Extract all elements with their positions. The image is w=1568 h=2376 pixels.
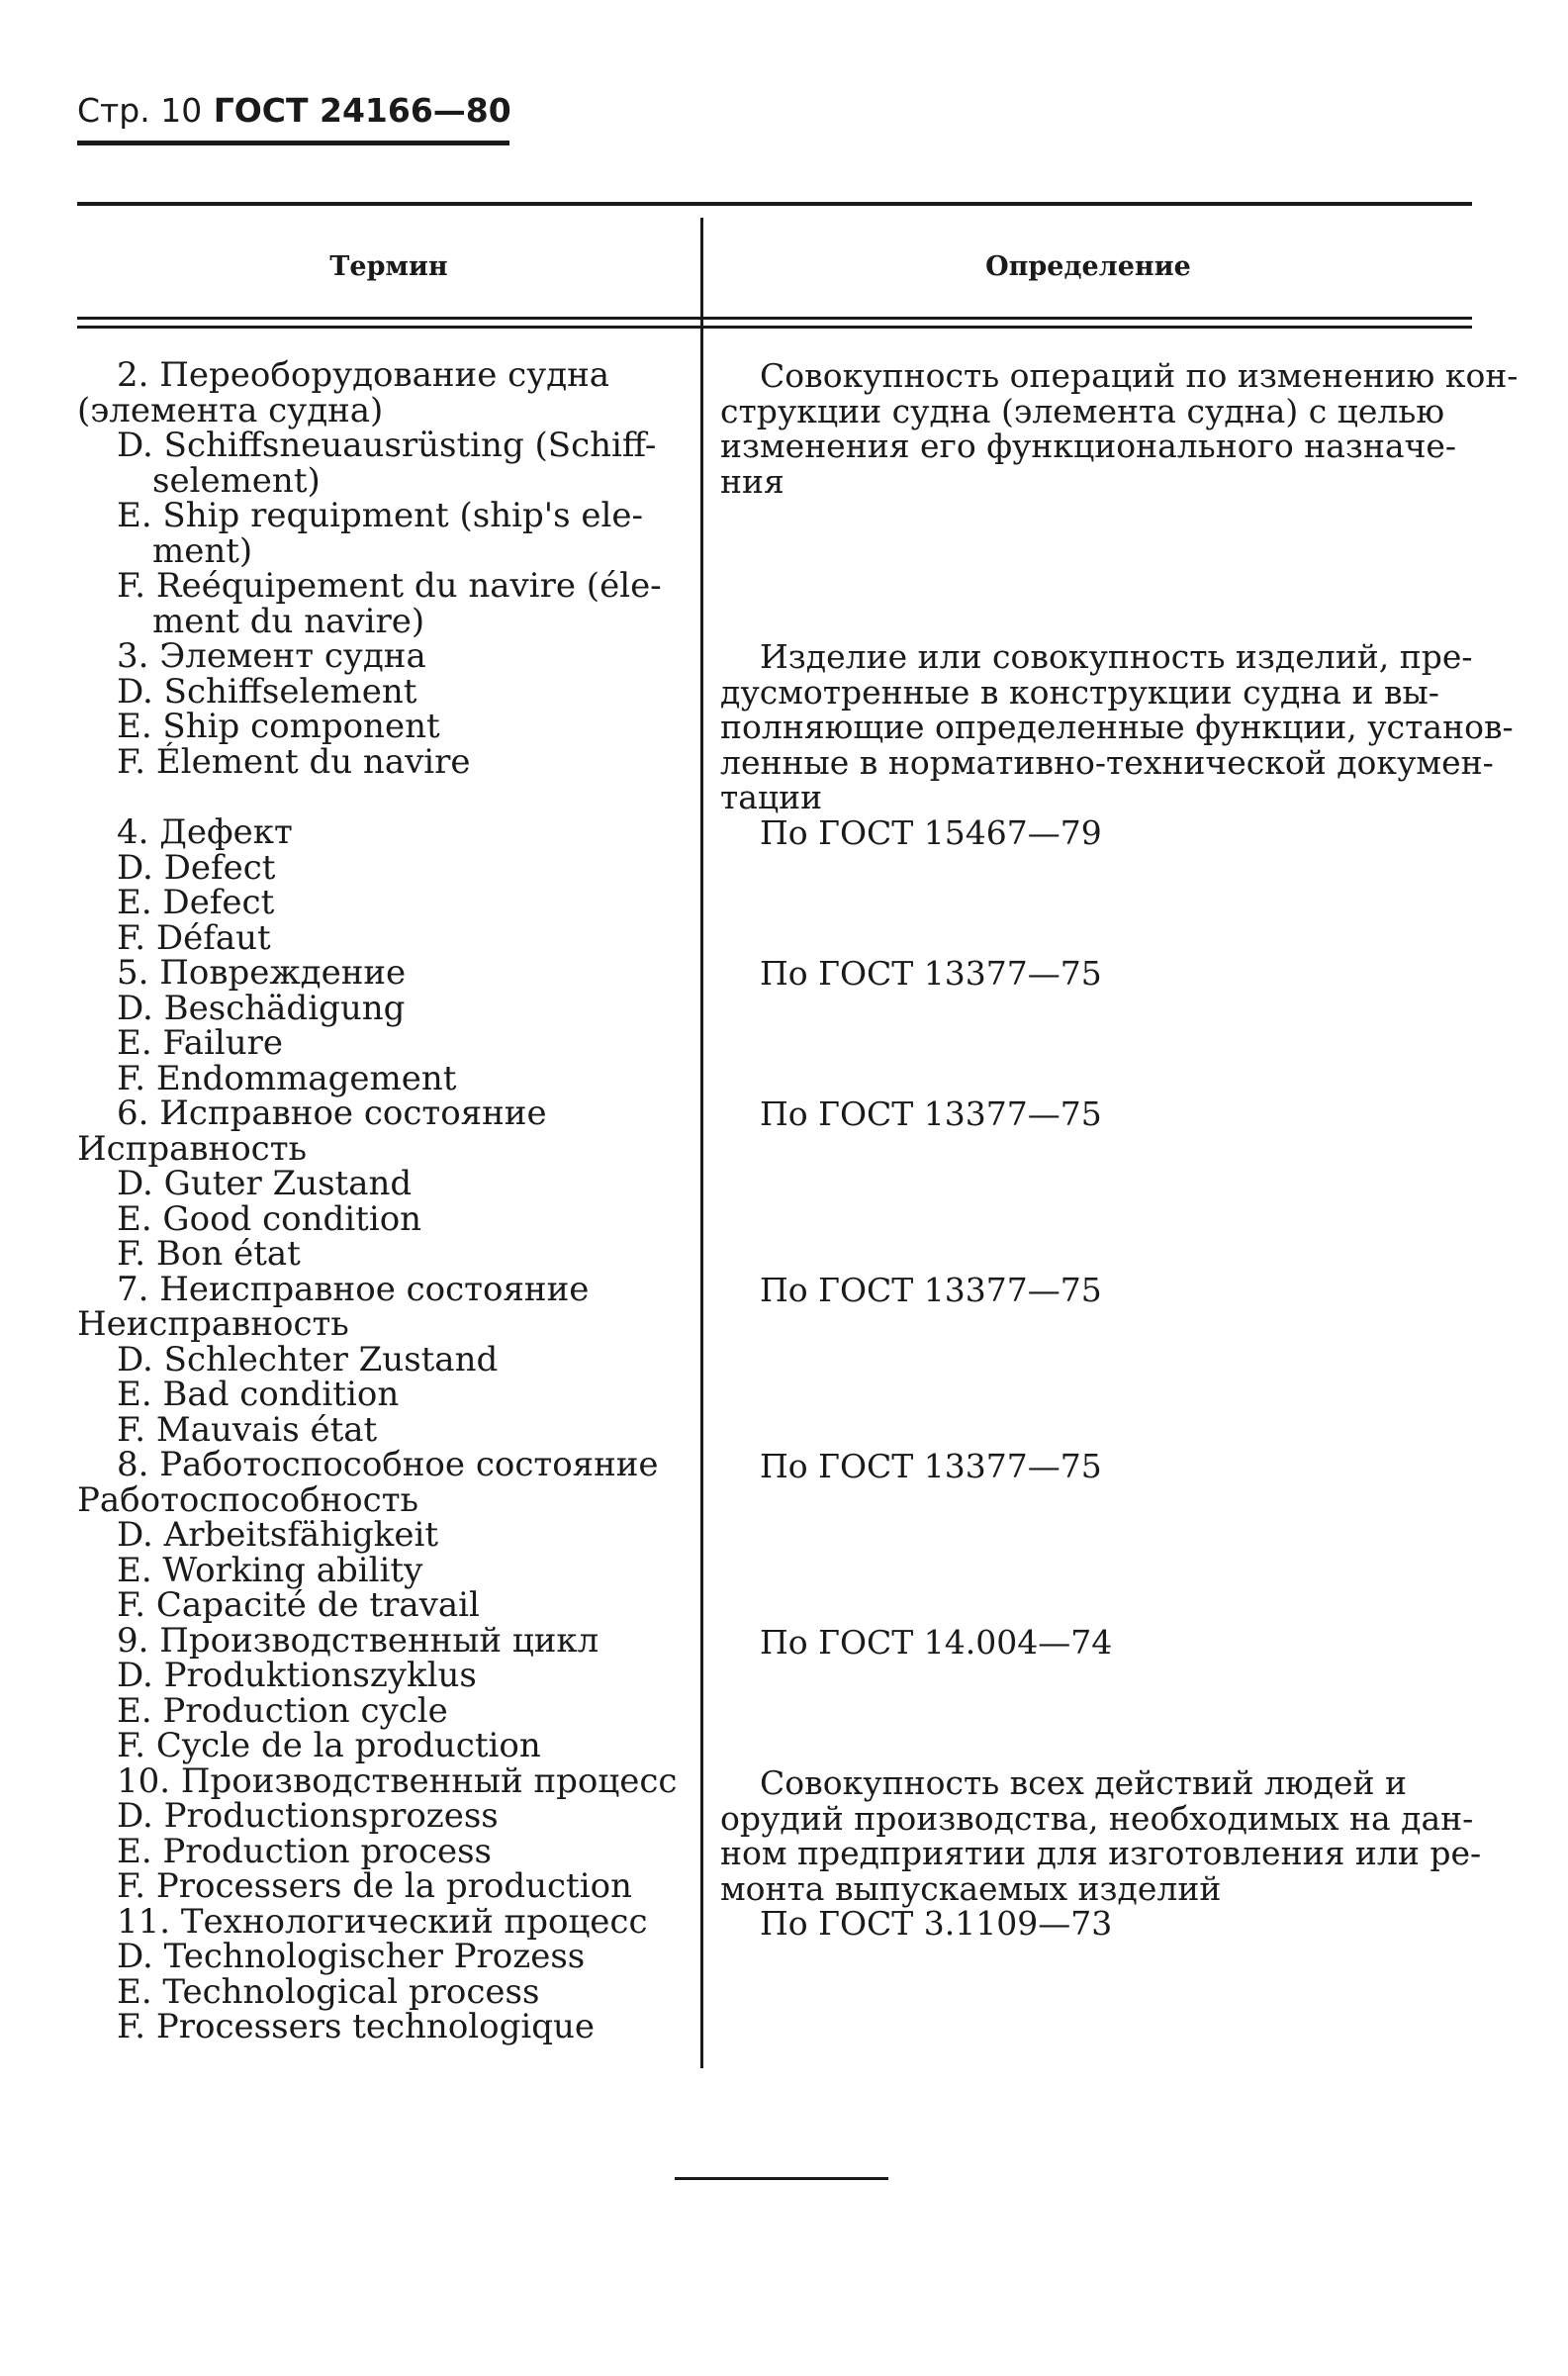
term-line: F. Processers technologique [117,2007,596,2046]
term-line: D. Produktionszyklus [117,1656,477,1695]
term-line: E. Failure [117,1023,284,1063]
term-line: 11. Технологический процесс [117,1901,648,1942]
term-line: E. Working ability [117,1550,423,1590]
page-number: Стр. 10 [77,91,203,130]
column-header-definition: Определение [985,251,1191,282]
definition-line: По ГОСТ 13377—75 [760,954,1102,993]
definition-line: ном предприятии для изготовления или ре- [720,1834,1482,1872]
term-line: 9. Производственный цикл [117,1620,600,1661]
definition-line: Изделие или совокупность изделий, пре- [760,637,1473,676]
term-entry-9 [77,1620,671,1765]
term-line: F. Processers de la production [117,1866,632,1906]
term-line: Неисправность [77,1304,349,1344]
term-entry-7 [77,1269,671,1450]
definition-line: орудий производства, необходимых на дан- [720,1798,1474,1838]
term-line: E. Good condition [117,1198,422,1239]
definition-line: Совокупность операций по изменению кон- [760,356,1519,395]
term-line: 7. Неисправное состояние [117,1269,590,1309]
term-line: 3. Элемент судна [117,636,426,676]
term-line: E. Production process [117,1831,492,1871]
definition-line: По ГОСТ 3.1109—73 [760,1904,1113,1943]
definition-line: ленные в нормативно-технической докумен- [720,742,1494,782]
term-line: F. Reéquipement du navire (éle- [117,566,662,606]
term-line: E. Ship requipment (ship's ele- [117,496,643,535]
term-line: D. Defect [117,847,276,888]
definition-line: монта выпускаемых изделий [720,1868,1222,1908]
definition-7 [720,1273,1472,1308]
term-line: E. Ship component [117,707,440,746]
term-entry-5 [77,953,671,1098]
term-line: E. Defect [117,883,275,922]
definition-line: По ГОСТ 13377—75 [760,1271,1102,1309]
term-line: ment) [152,530,253,571]
footer-rule [675,2177,888,2180]
term-line: D. Schlechter Zustand [117,1339,499,1379]
header-rule [77,141,509,145]
definition-2 [720,356,1519,501]
term-line: D. Guter Zustand [117,1164,413,1203]
term-line: F. Bon état [117,1234,301,1274]
definition-line: По ГОСТ 13377—75 [760,1447,1102,1485]
definition-line: струкции судна (элемента судна) с целью [720,391,1445,430]
term-line: E. Production cycle [117,1690,448,1731]
term-entry-4 [77,812,671,958]
term-line: D. Schiffsneuausrüsting (Schiff- [117,426,657,465]
definition-4 [720,815,1472,851]
term-line [77,355,671,395]
table-top-rule [77,202,1472,206]
term-line: 6. Исправное состояние [117,1093,547,1133]
definition-line: тации [720,778,823,816]
term-line: Исправность [77,1128,308,1169]
term-line: F. Endommagement [117,1058,457,1098]
term-line: D. Beschädigung [117,988,406,1028]
term-line: E. Bad condition [117,1375,400,1414]
term-entry-11 [77,1901,671,2046]
header-double-rule-top [77,317,1472,320]
column-divider [700,218,703,2068]
term-line: 4. Дефект [117,812,293,852]
term-line: D. Technologischer Prozess [117,1937,586,1976]
term-line: 8. Работоспособное состояние [117,1445,659,1484]
term-entry-3 [77,636,671,782]
standard-number: ГОСТ 24166—80 [213,91,511,130]
definition-line: По ГОСТ 15467—79 [760,813,1102,852]
definition-6 [720,1096,1472,1132]
definition-line: Совокупность всех действий людей и [760,1763,1408,1802]
page-header [77,91,512,130]
term-line: selement) [152,460,321,501]
term-line: (элемента судна) [77,390,384,430]
term-entry-10 [77,1760,678,1906]
term-line: D. Productionsprozess [117,1796,499,1836]
column-header-term: Термин [329,251,448,282]
definition-line: ния [720,461,784,501]
term-entry-6 [77,1093,671,1274]
definition-10 [720,1763,1482,1908]
term-entry-8 [77,1445,671,1625]
term-entry-2 [77,355,671,641]
definition-line: По ГОСТ 14.004—74 [760,1623,1113,1662]
term-line: F. Cycle de la production [117,1726,541,1765]
term-line: 10. Производственный процесс [117,1760,678,1801]
term-line: D. Schiffselement [117,671,417,712]
definition-line: полняющие определенные функции, установ- [720,708,1514,746]
term-word: 2. Переоборудование судна [117,355,610,395]
term-line: E. Technological process [117,1971,540,2012]
definition-3 [720,637,1514,816]
term-line: F. Mauvais état [117,1409,378,1450]
definition-line: По ГОСТ 13377—75 [760,1094,1102,1133]
header-double-rule-bottom [77,326,1472,329]
term-line: F. Défaut [117,917,271,958]
term-line: Работоспособность [77,1479,419,1520]
definition-8 [720,1449,1472,1484]
definition-line: дусмотренные в конструкции судна и вы- [720,672,1439,712]
definition-9 [720,1625,1472,1661]
term-line: ment du navire) [152,601,425,641]
term-column [77,355,678,2046]
definition-11 [720,1906,1472,1942]
term-line: F. Capacité de travail [117,1585,480,1625]
entry-gap [77,780,671,815]
term-line: D. Arbeitsfähigkeit [117,1515,438,1555]
term-line: F. Élement du navire [117,741,471,782]
definition-5 [720,956,1472,992]
term-line: 5. Повреждение [117,953,407,993]
definition-line: изменения его функционального назначе- [720,427,1457,465]
